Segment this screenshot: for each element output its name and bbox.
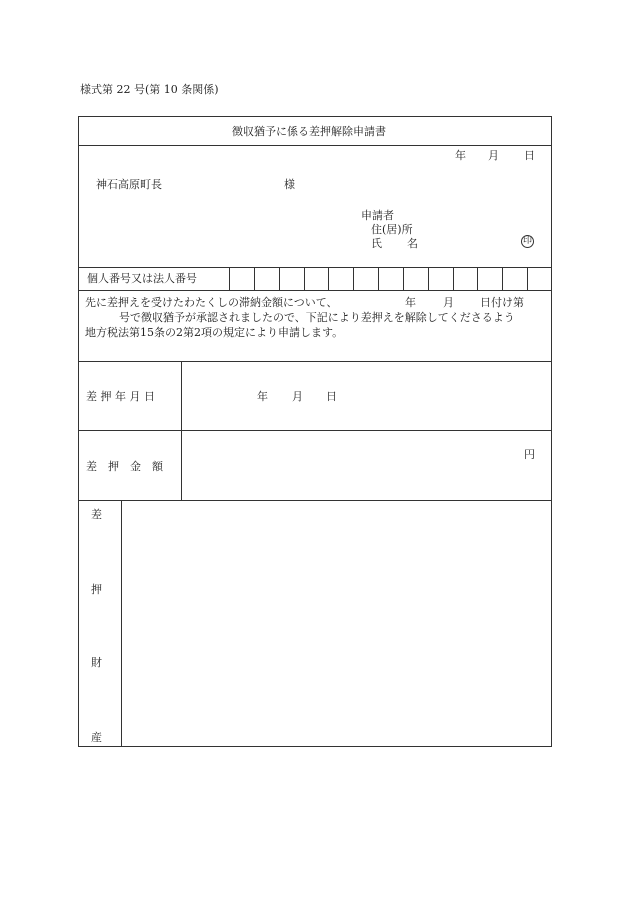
body-line-1: 先に差押えを受けたわたくしの滞納金額について、	[85, 296, 338, 309]
property-label-char-4: 産	[91, 731, 102, 744]
addressee-honorific: 様	[284, 178, 295, 191]
title-divider	[78, 145, 552, 146]
id-number-digit-cell[interactable]	[453, 267, 478, 290]
id-number-digit-cell[interactable]	[403, 267, 428, 290]
seizure-date-day: 日	[326, 390, 337, 403]
seizure-date-month: 月	[292, 390, 303, 403]
date-year-label: 年	[455, 149, 466, 162]
id-number-digit-cell[interactable]	[378, 267, 403, 290]
date-day-label: 日	[524, 149, 535, 162]
body-line-1-year: 年	[405, 296, 416, 309]
id-number-digit-cell[interactable]	[477, 267, 502, 290]
seizure-amount-divider	[78, 500, 552, 501]
property-label-char-2: 押	[91, 583, 102, 596]
property-label-char-1: 差	[91, 508, 102, 521]
form-title: 徴収猶予に係る差押解除申請書	[232, 125, 386, 138]
applicant-heading: 申請者	[361, 209, 394, 222]
id-number-digit-cell[interactable]	[527, 267, 552, 290]
id-number-digit-cell[interactable]	[353, 267, 378, 290]
applicant-name-label-1: 氏	[371, 237, 382, 250]
body-divider	[78, 361, 552, 362]
seal-icon: 印	[522, 236, 532, 246]
body-line-3: 地方税法第15条の2第2項の規定により申請します。	[85, 326, 344, 339]
property-label-char-3: 財	[91, 656, 102, 669]
id-number-divider	[78, 290, 552, 291]
id-number-digit-cell[interactable]	[279, 267, 304, 290]
id-number-digit-cell[interactable]	[328, 267, 353, 290]
id-number-cells	[229, 267, 552, 290]
id-number-label: 個人番号又は法人番号	[87, 272, 197, 285]
id-number-digit-cell[interactable]	[229, 267, 254, 290]
seizure-amount-unit: 円	[524, 448, 535, 461]
application-form	[78, 116, 552, 747]
body-line-2: 号で徴収猶予が承認されましたので、下記により差押えを解除してくださるよう	[119, 311, 515, 324]
applicant-address-label: 住(居)所	[371, 223, 413, 236]
addressee-name: 神石高原町長	[96, 178, 162, 191]
seizure-date-divider	[78, 430, 552, 431]
property-label-divider	[121, 500, 122, 747]
id-number-digit-cell[interactable]	[254, 267, 279, 290]
body-line-1-month: 月	[443, 296, 454, 309]
form-number-label: 様式第 22 号(第 10 条関係)	[80, 83, 219, 96]
id-number-digit-cell[interactable]	[502, 267, 527, 290]
seizure-date-year: 年	[257, 390, 268, 403]
date-month-label: 月	[488, 149, 499, 162]
seizure-date-label: 差 押 年 月 日	[86, 390, 155, 403]
id-number-digit-cell[interactable]	[428, 267, 453, 290]
label-column-divider	[181, 361, 182, 500]
seizure-amount-label: 差 押 金 額	[86, 460, 163, 473]
id-number-digit-cell[interactable]	[304, 267, 329, 290]
body-line-1-tail: 日付け第	[480, 296, 524, 309]
applicant-name-label-2: 名	[407, 237, 418, 250]
